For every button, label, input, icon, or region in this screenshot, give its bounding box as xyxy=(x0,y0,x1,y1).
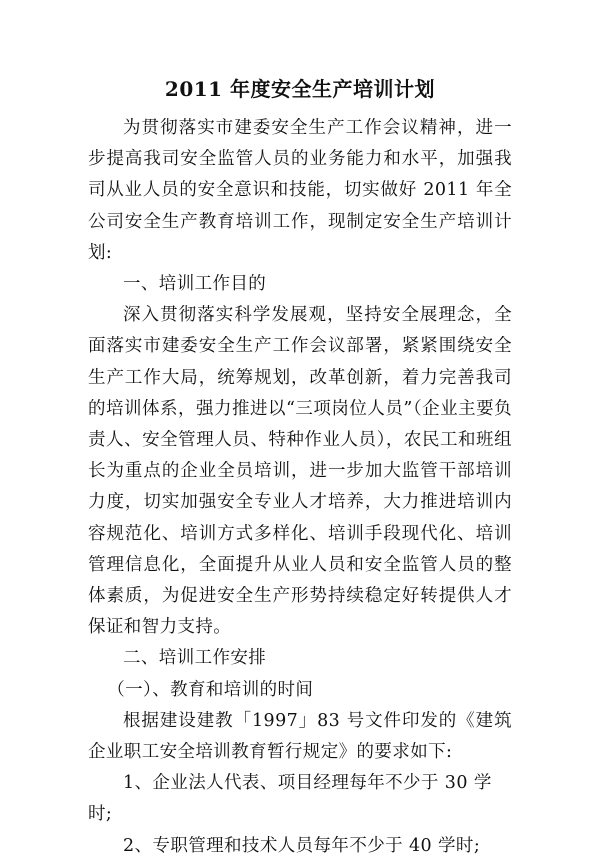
regulation-paragraph: 根据建设建教「1997」83 号文件印发的《建筑企业职工安全培训教育暂行规定》的要求如下: xyxy=(88,710,512,763)
section-heading-arrangement: 二、培训工作安排 xyxy=(123,648,267,669)
intro-paragraph: 为贯彻落实市建委安全生产工作会议精神，进一步提高我司安全监管人员的业务能力和水平，加强我司从业人员的安全意识和技能，切实做好 2011 年全公司安全生产教育培训工作，现制定安全生产培训计划: xyxy=(88,118,512,263)
purpose-paragraph: 深入贯彻落实科学发展观，坚持安全展理念，全面落实市建委安全生产工作会议部署，紧紧围绕安全生产工作大局，统筹规划，改革创新，着力完善我司的培训体系，强力推进以“三项岗位人员”（企业主要负责人、安全管理人员、特种作业人员），农民工和班组长为重点的企业全员培训，进一步加大监管干部培训力度，切实加强安全专业人才培养，大力推进培训内容规范化、培训方式多样化、培训手段现代化、培训管理信息化，全面提升从业人员和安全监管人员的整体素质，为促进安全生产形势持续稳定好转提供人才保证和智力支持。 xyxy=(88,305,512,638)
list-item: 1、企业法人代表、项目经理每年不少于 30 学时; xyxy=(88,773,492,825)
document-title: 2011 年度安全生产培训计划 xyxy=(164,77,436,101)
list-item: 2、专职管理和技术人员每年不少于 40 学时; xyxy=(123,835,481,856)
section-heading-purpose: 一、培训工作目的 xyxy=(123,274,267,295)
subsection-heading-time: （一）、教育和培训的时间 xyxy=(107,679,314,700)
